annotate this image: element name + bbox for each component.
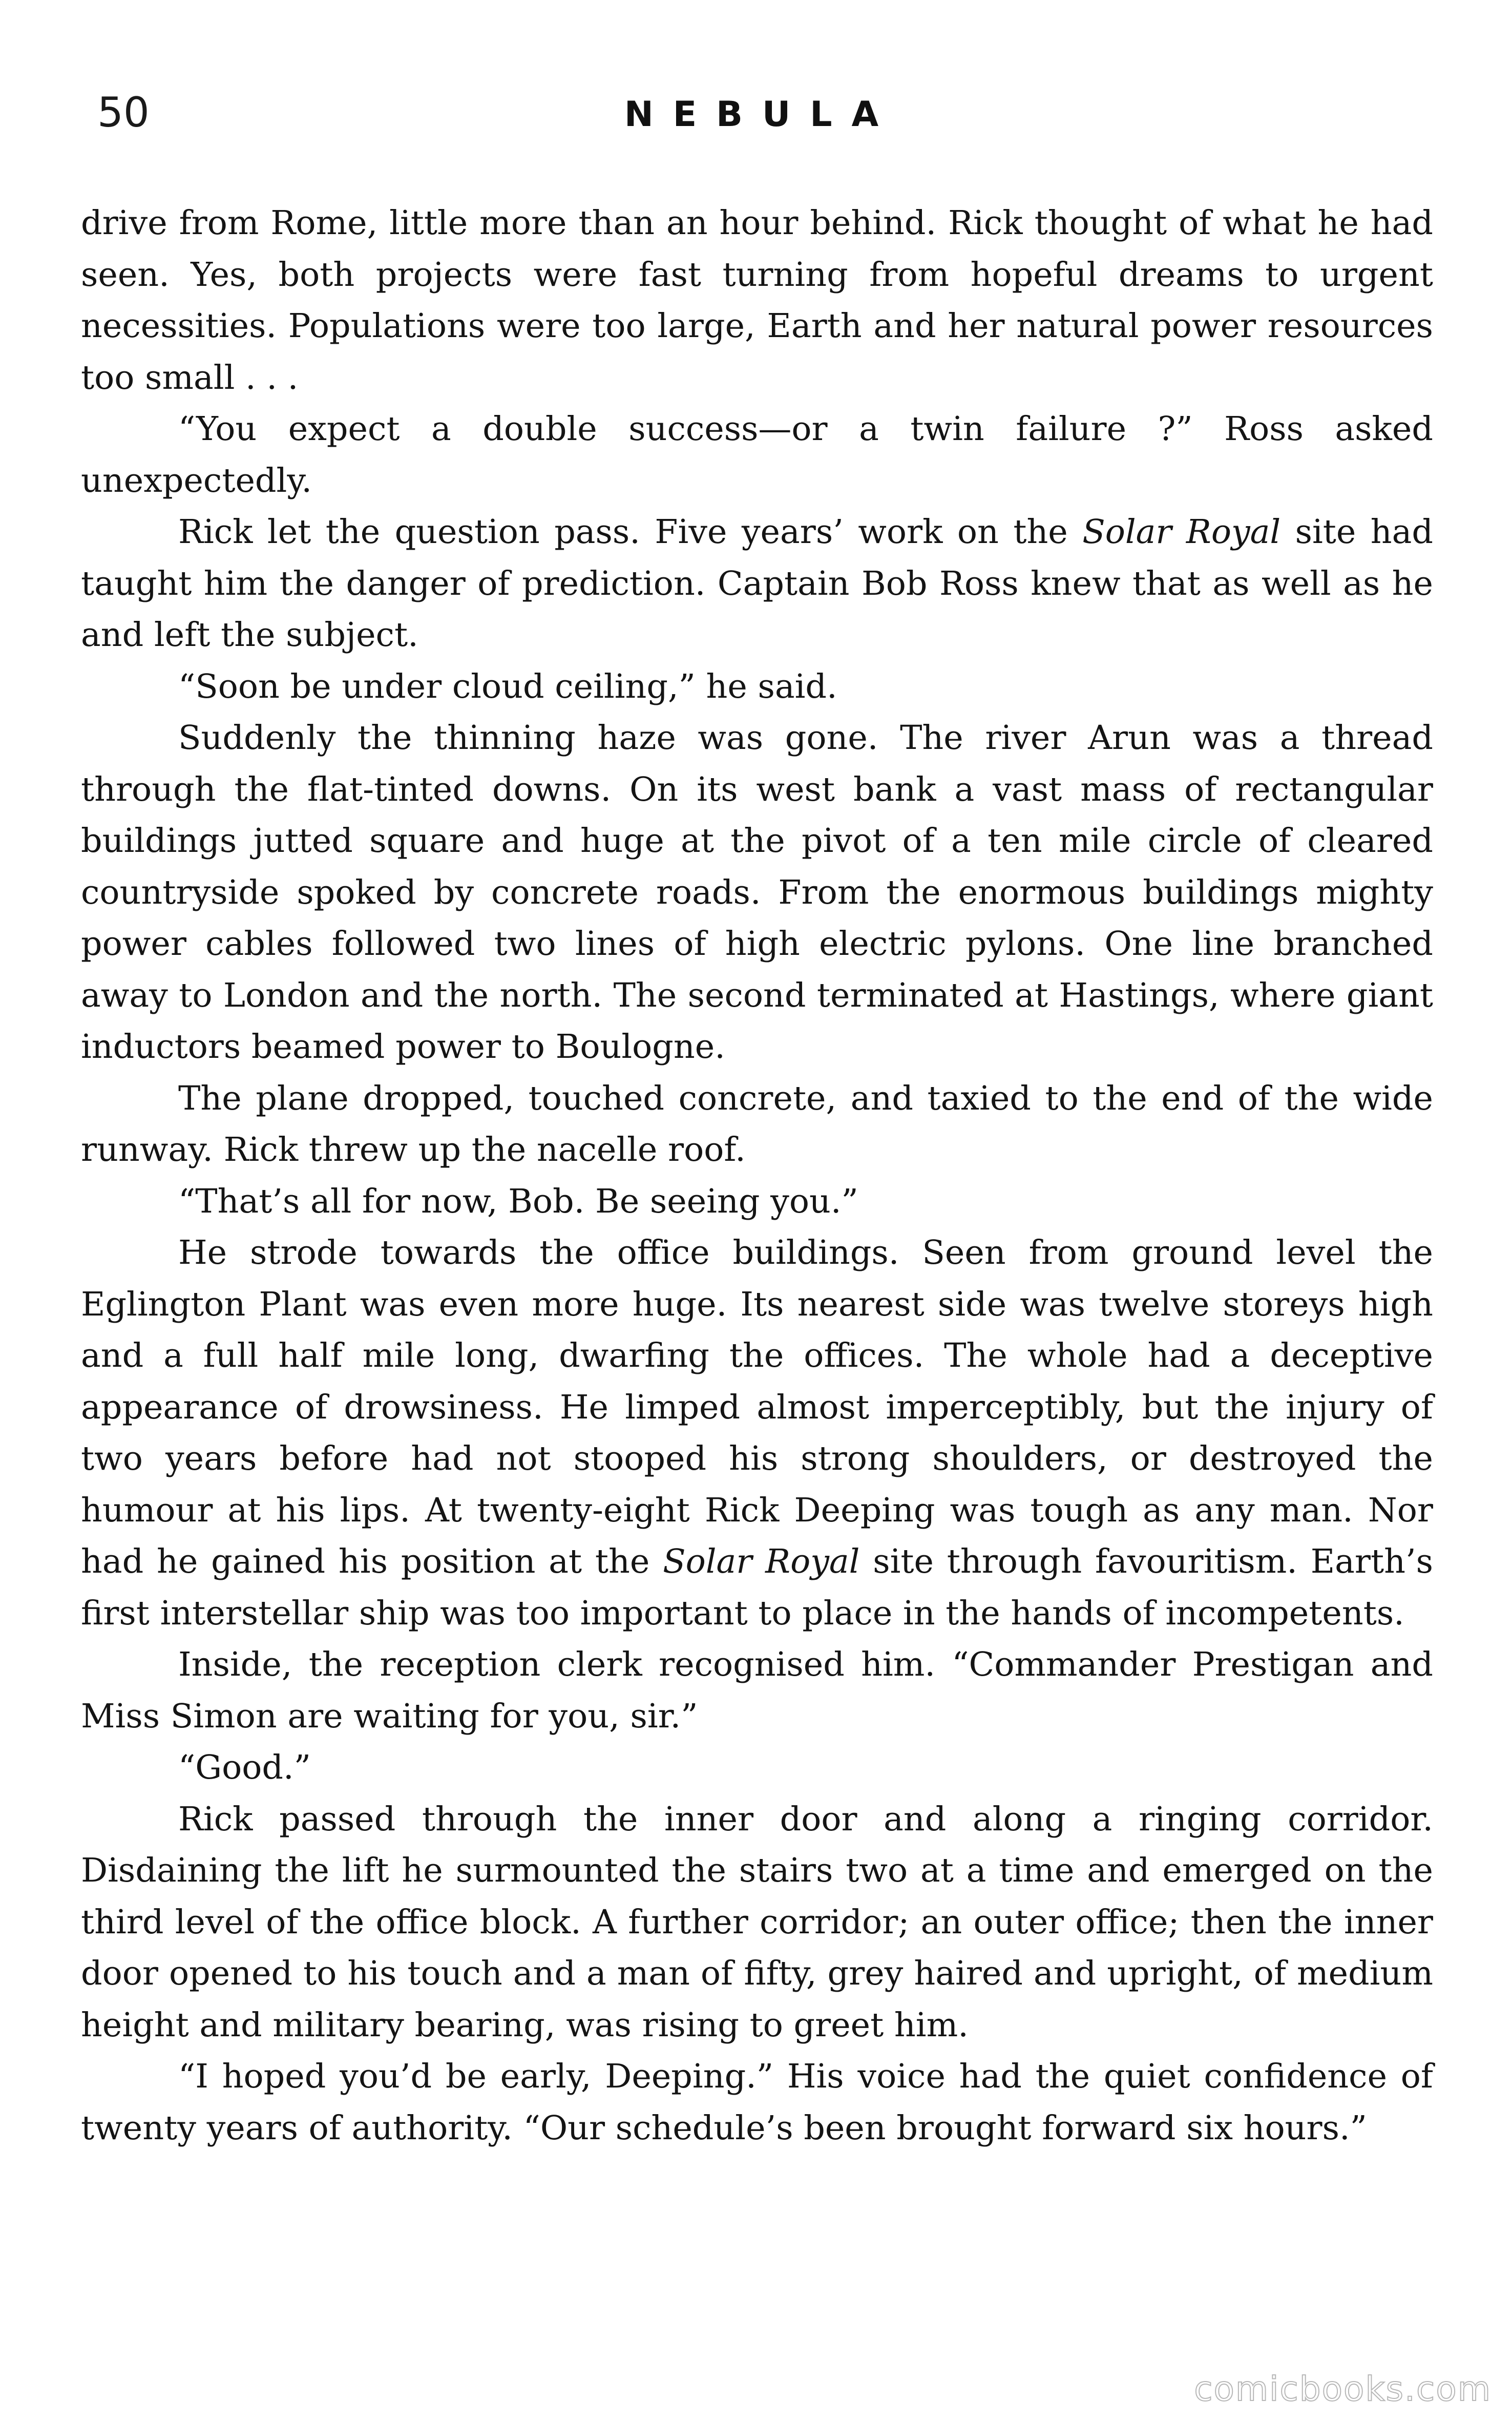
paragraph-text: site had taught him the danger of prediction. Captain Bob Ross knew that as well as he and left the subject. bbox=[81, 513, 1433, 654]
paragraph-text: site through favouritism. Earth’s first interstellar ship was too important to place in the hands of incompetents. bbox=[81, 1542, 1433, 1633]
site-watermark: comicbooks.com bbox=[1194, 2369, 1492, 2409]
running-title: NEBULA bbox=[624, 94, 898, 135]
page-header bbox=[97, 87, 1425, 154]
paragraph: The plane dropped, touched concrete, and taxied to the end of the wide runway. Rick threw up the nacelle roof. bbox=[81, 1079, 1433, 1169]
paragraph: drive from Rome, little more than an hour behind. Rick thought of what he had seen. Yes, both projects were fast turning from hopeful dreams to urgent necessities. Populations were too large, Earth and her natural power resources too small . . . bbox=[81, 204, 1433, 397]
paragraph: “That’s all for now, Bob. Be seeing you.” bbox=[178, 1182, 858, 1221]
page-number: 50 bbox=[97, 89, 150, 136]
paragraph: “Good.” bbox=[178, 1748, 311, 1787]
ship-name: Solar Royal bbox=[1082, 513, 1281, 551]
paragraph bbox=[81, 1227, 1433, 1639]
paragraph: “Soon be under cloud ceiling,” he said. bbox=[178, 667, 837, 706]
paragraph-text: He strode towards the office buildings. Seen from ground level the Eglington Plant was even more huge. Its nearest side was twelve storeys high and a full half mile long, dwarfing the offices. The whole had a deceptive appearance of drowsiness. He limped almost imperceptibly, but the injury of two years before had not stooped his strong shoulders, or destroyed the humour at his lips. At twenty-eight Rick Deeping was tough as any man. Nor had he gained his position at the bbox=[81, 1234, 1433, 1581]
paragraph: “I hoped you’d be early, Deeping.” His voice had the quiet confidence of twenty years of authority. “Our schedule’s been brought forward six hours.” bbox=[81, 2057, 1433, 2147]
paragraph: Rick passed through the inner door and along a ringing corridor. Disdaining the lift he surmounted the stairs two at a time and emerged on the third level of the office block. A further corridor; an outer office; then the inner door opened to his touch and a man of fifty, grey haired and upright, of medium height and military bearing, was rising to greet him. bbox=[81, 1800, 1433, 2044]
paragraph: Suddenly the thinning haze was gone. The river Arun was a thread through the flat-tinted downs. On its west bank a vast mass of rectangular buildings jutted square and huge at the pivot of a ten mile circle of cleared countryside spoked by concrete roads. From the enormous buildings mighty power cables followed two lines of high electric pylons. One line branched away to London and the north. The second terminated at Hastings, where giant inductors beamed power to Boulogne. bbox=[81, 719, 1433, 1066]
paragraph: Inside, the reception clerk recognised him. “Commander Prestigan and Miss Simon are waiting for you, sir.” bbox=[81, 1645, 1433, 1736]
paragraph: “You expect a double success—or a twin failure ?” Ross asked unexpectedly. bbox=[81, 410, 1433, 500]
paragraph bbox=[81, 507, 1433, 661]
paragraph-text: Rick let the question pass. Five years’ work on the bbox=[178, 513, 1083, 551]
ship-name: Solar Royal bbox=[663, 1542, 860, 1581]
body-text bbox=[81, 198, 1433, 2154]
